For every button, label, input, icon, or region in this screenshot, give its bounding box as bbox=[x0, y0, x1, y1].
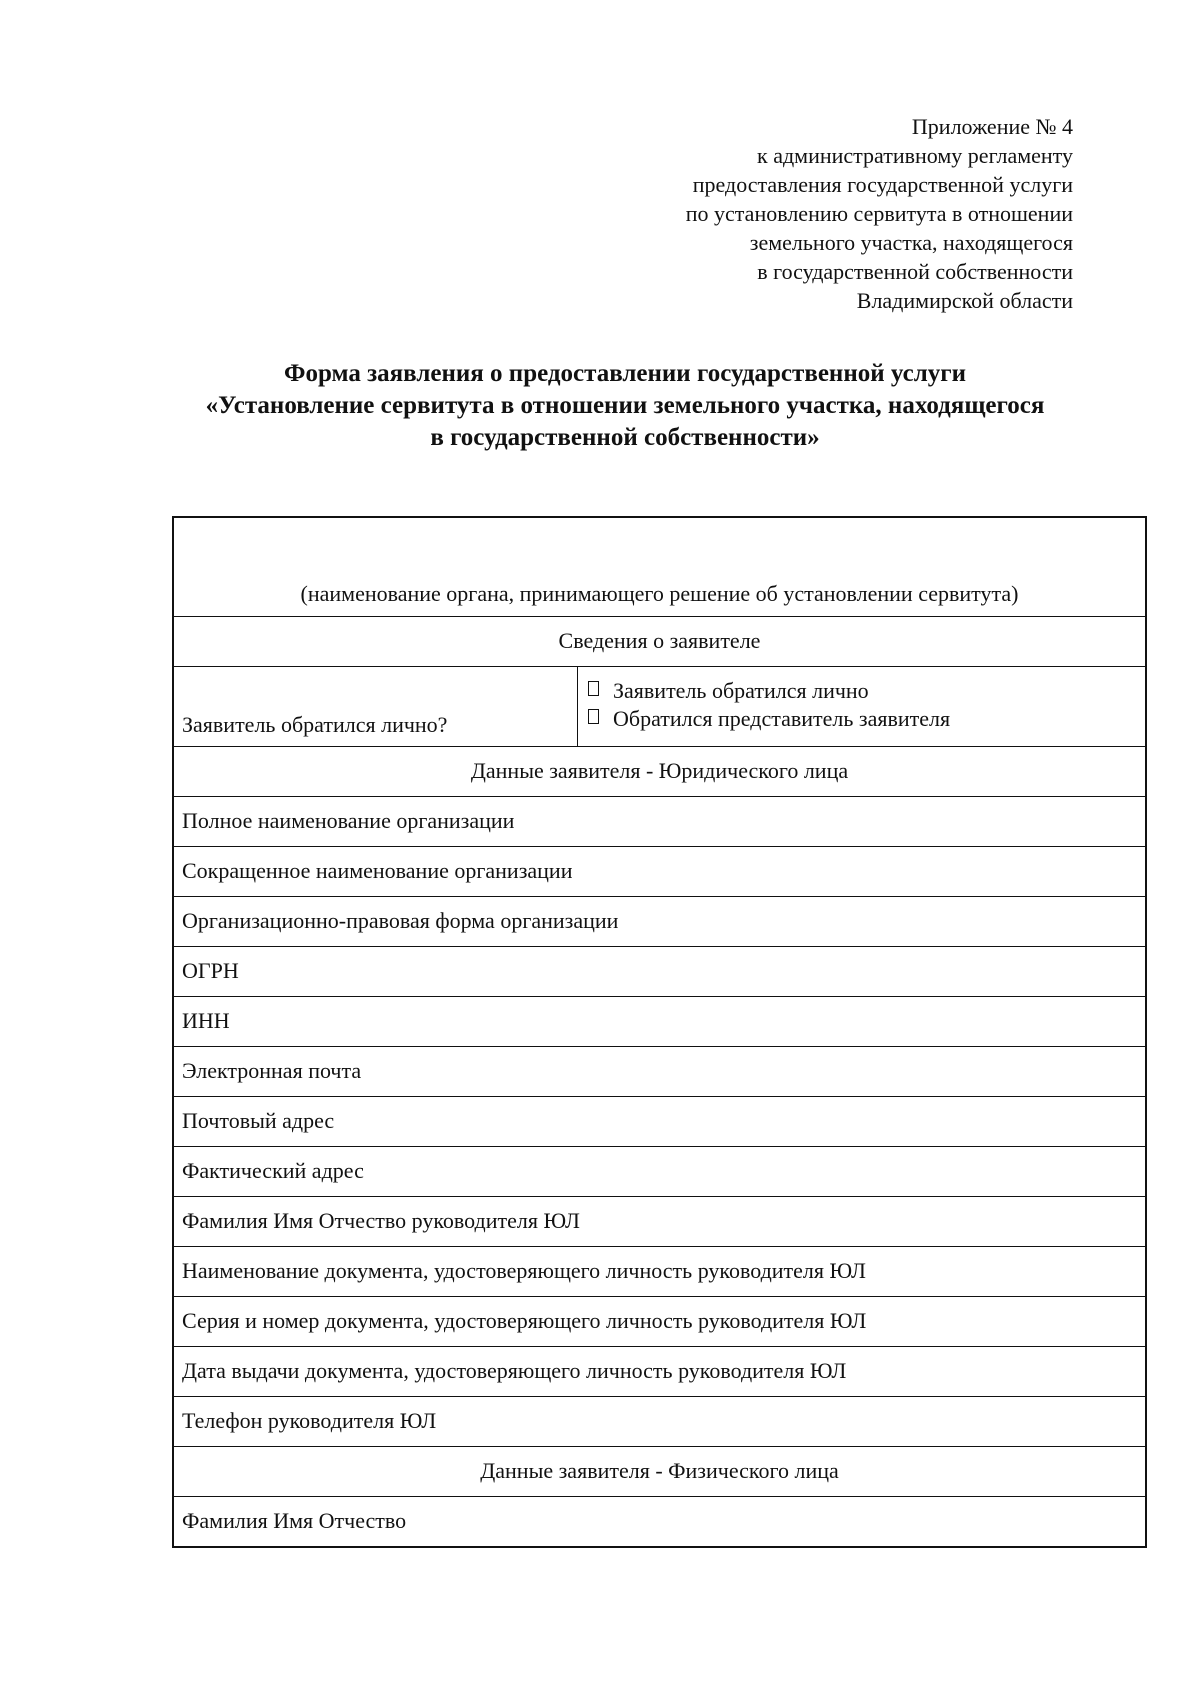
field-inn[interactable]: ИНН bbox=[174, 996, 1145, 1046]
field-legal-form[interactable]: Организационно-правовая форма организации bbox=[174, 896, 1145, 946]
option-representative[interactable] bbox=[588, 705, 1145, 733]
field-director-id-doc-name[interactable]: Наименование документа, удостоверяющего личность руководителя ЮЛ bbox=[174, 1246, 1145, 1296]
checkbox-icon[interactable] bbox=[588, 681, 599, 696]
appendix-line: по установлению сервитута в отношении bbox=[685, 201, 1073, 226]
option-label: Заявитель обратился лично bbox=[613, 678, 869, 703]
personal-appeal-row bbox=[174, 666, 1145, 746]
appendix-line: предоставления государственной услуги bbox=[692, 172, 1073, 197]
personal-appeal-options bbox=[578, 667, 1145, 746]
appendix-line: к административному регламенту bbox=[757, 143, 1073, 168]
title-line: в государственной собственности» bbox=[430, 424, 820, 451]
applicant-info-header: Сведения о заявителе bbox=[174, 616, 1145, 666]
field-postal-address[interactable]: Почтовый адрес bbox=[174, 1096, 1145, 1146]
legal-entity-header: Данные заявителя - Юридического лица bbox=[174, 746, 1145, 796]
field-director-name[interactable]: Фамилия Имя Отчество руководителя ЮЛ bbox=[174, 1196, 1145, 1246]
checkbox-icon[interactable] bbox=[588, 709, 599, 724]
field-short-org-name[interactable]: Сокращенное наименование организации bbox=[174, 846, 1145, 896]
appendix-line: в государственной собственности bbox=[757, 259, 1073, 284]
field-actual-address[interactable]: Фактический адрес bbox=[174, 1146, 1145, 1196]
personal-question-label bbox=[174, 667, 578, 746]
application-form-table bbox=[172, 516, 1147, 1548]
authority-caption: (наименование органа, принимающего решение об установлении сервитута) bbox=[300, 581, 1019, 606]
field-director-id-doc-date[interactable]: Дата выдачи документа, удостоверяющего личность руководителя ЮЛ bbox=[174, 1346, 1145, 1396]
field-ogrn[interactable]: ОГРН bbox=[174, 946, 1145, 996]
authority-name-field[interactable] bbox=[174, 518, 1145, 616]
individual-header: Данные заявителя - Физического лица bbox=[174, 1446, 1145, 1496]
appendix-line: Владимирской области bbox=[856, 288, 1073, 313]
title-line: Форма заявления о предоставлении государственной услуги bbox=[284, 360, 966, 387]
option-label: Обратился представитель заявителя bbox=[613, 706, 951, 731]
field-director-id-doc-number[interactable]: Серия и номер документа, удостоверяющего личность руководителя ЮЛ bbox=[174, 1296, 1145, 1346]
field-full-org-name[interactable]: Полное наименование организации bbox=[174, 796, 1145, 846]
document-title bbox=[150, 358, 1100, 454]
field-email[interactable]: Электронная почта bbox=[174, 1046, 1145, 1096]
title-line: «Установление сервитута в отношении земельного участка, находящегося bbox=[205, 392, 1045, 419]
appendix-block bbox=[513, 112, 1073, 315]
field-individual-name[interactable]: Фамилия Имя Отчество bbox=[174, 1496, 1145, 1546]
appendix-line: Приложение № 4 bbox=[911, 114, 1073, 139]
option-personal[interactable] bbox=[588, 677, 1145, 705]
personal-question-text: Заявитель обратился лично? bbox=[182, 712, 448, 737]
field-director-phone[interactable]: Телефон руководителя ЮЛ bbox=[174, 1396, 1145, 1446]
appendix-line: земельного участка, находящегося bbox=[749, 230, 1073, 255]
